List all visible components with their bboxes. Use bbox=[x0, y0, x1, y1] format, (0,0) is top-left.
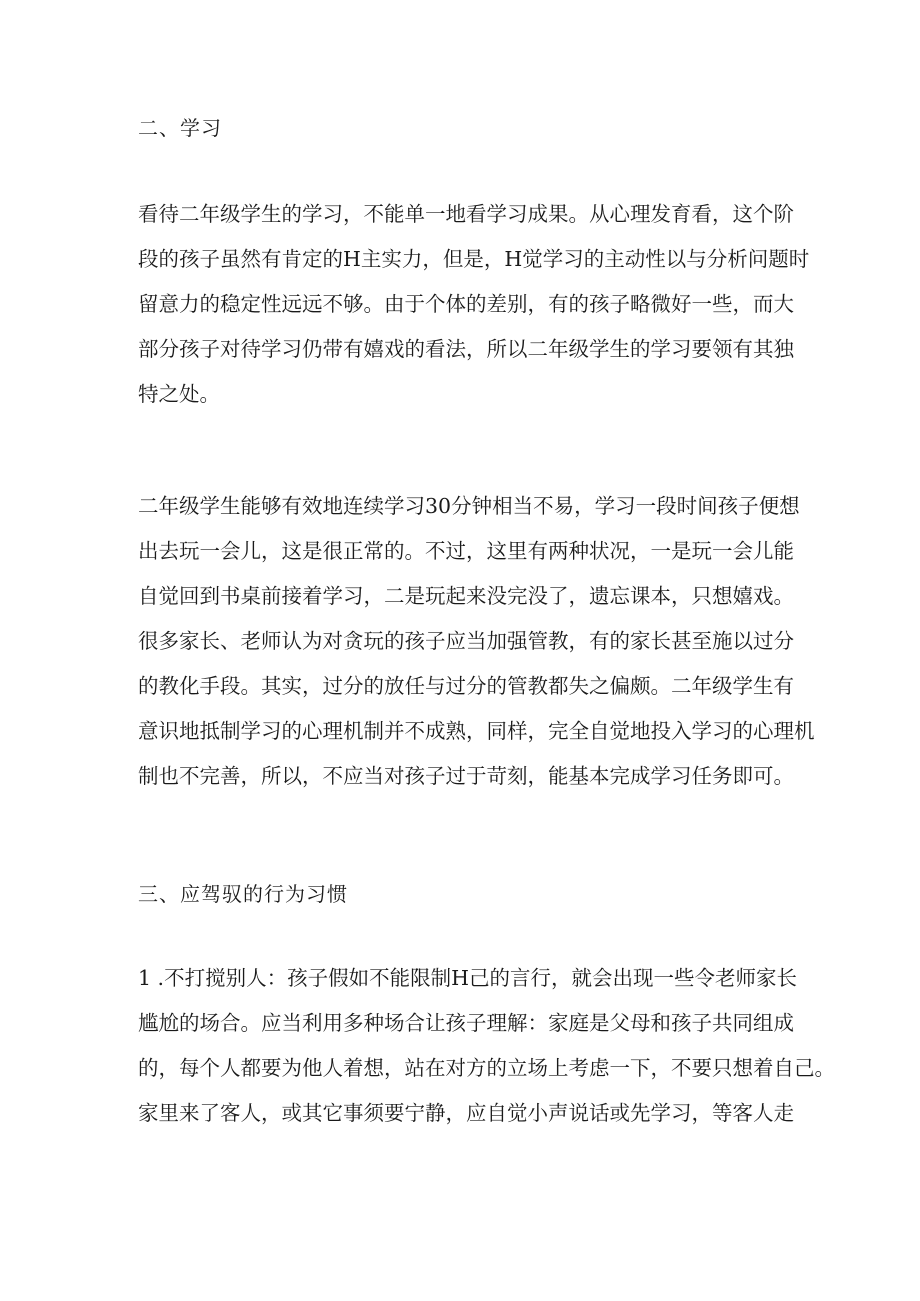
section-heading-learning: 二、学习 bbox=[138, 116, 222, 140]
section-heading-behavior-habits: 三、应驾驭的行为习惯 bbox=[138, 882, 348, 906]
text-line: 1 .不打搅别人：孩子假如不能限制H己的言行，就会出现一些令老师家长 bbox=[138, 966, 797, 990]
text-line: 部分孩子对待学习仍带有嬉戏的看法，所以二年级学生的学习要领有其独 bbox=[138, 337, 794, 361]
text-line: 家里来了客人，或其它事须要宁静，应自觉小声说话或先学习，等客人走 bbox=[138, 1101, 794, 1125]
text-line: 自觉回到书桌前接着学习，二是玩起来没完没了，遗忘课本，只想嬉戏。 bbox=[138, 584, 794, 608]
text-line: 的教化手段。其实，过分的放任与过分的管教都失之偏颇。二年级学生有 bbox=[138, 674, 794, 698]
paragraph-study-duration bbox=[138, 484, 815, 799]
text-line: 特之处。 bbox=[138, 382, 220, 406]
text-line: 意识地抵制学习的心理机制并不成熟，同样，完全自觉地投入学习的心理机 bbox=[138, 719, 815, 743]
text-line: 段的孩子虽然有肯定的H主实力，但是，H觉学习的主动性以与分析问题时 bbox=[138, 247, 810, 271]
text-line: 看待二年级学生的学习，不能单一地看学习成果。从心理发育看，这个阶 bbox=[138, 202, 794, 226]
paragraph-learning-results bbox=[138, 192, 810, 417]
text-line: 出去玩一会儿，这是很正常的。不过，这里有两种状况，一是玩一会儿能 bbox=[138, 539, 794, 563]
paragraph-do-not-disturb bbox=[138, 956, 835, 1136]
text-line: 二年级学生能够有效地连续学习30分钟相当不易，学习一段时间孩子便想 bbox=[138, 494, 800, 518]
text-line: 的，每个人都要为他人着想，站在对方的立场上考虑一下，不要只想着自己。 bbox=[138, 1056, 835, 1080]
text-line: 制也不完善，所以，不应当对孩子过于苛刻，能基本完成学习任务即可。 bbox=[138, 764, 794, 788]
text-line: 留意力的稳定性远远不够。由于个体的差别，有的孩子略微好一些，而大 bbox=[138, 292, 794, 316]
text-line: 尴尬的场合。应当利用多种场合让孩子理解：家庭是父母和孩子共同组成 bbox=[138, 1011, 794, 1035]
text-line: 很多家长、老师认为对贪玩的孩子应当加强管教，有的家长甚至施以过分 bbox=[138, 629, 794, 653]
